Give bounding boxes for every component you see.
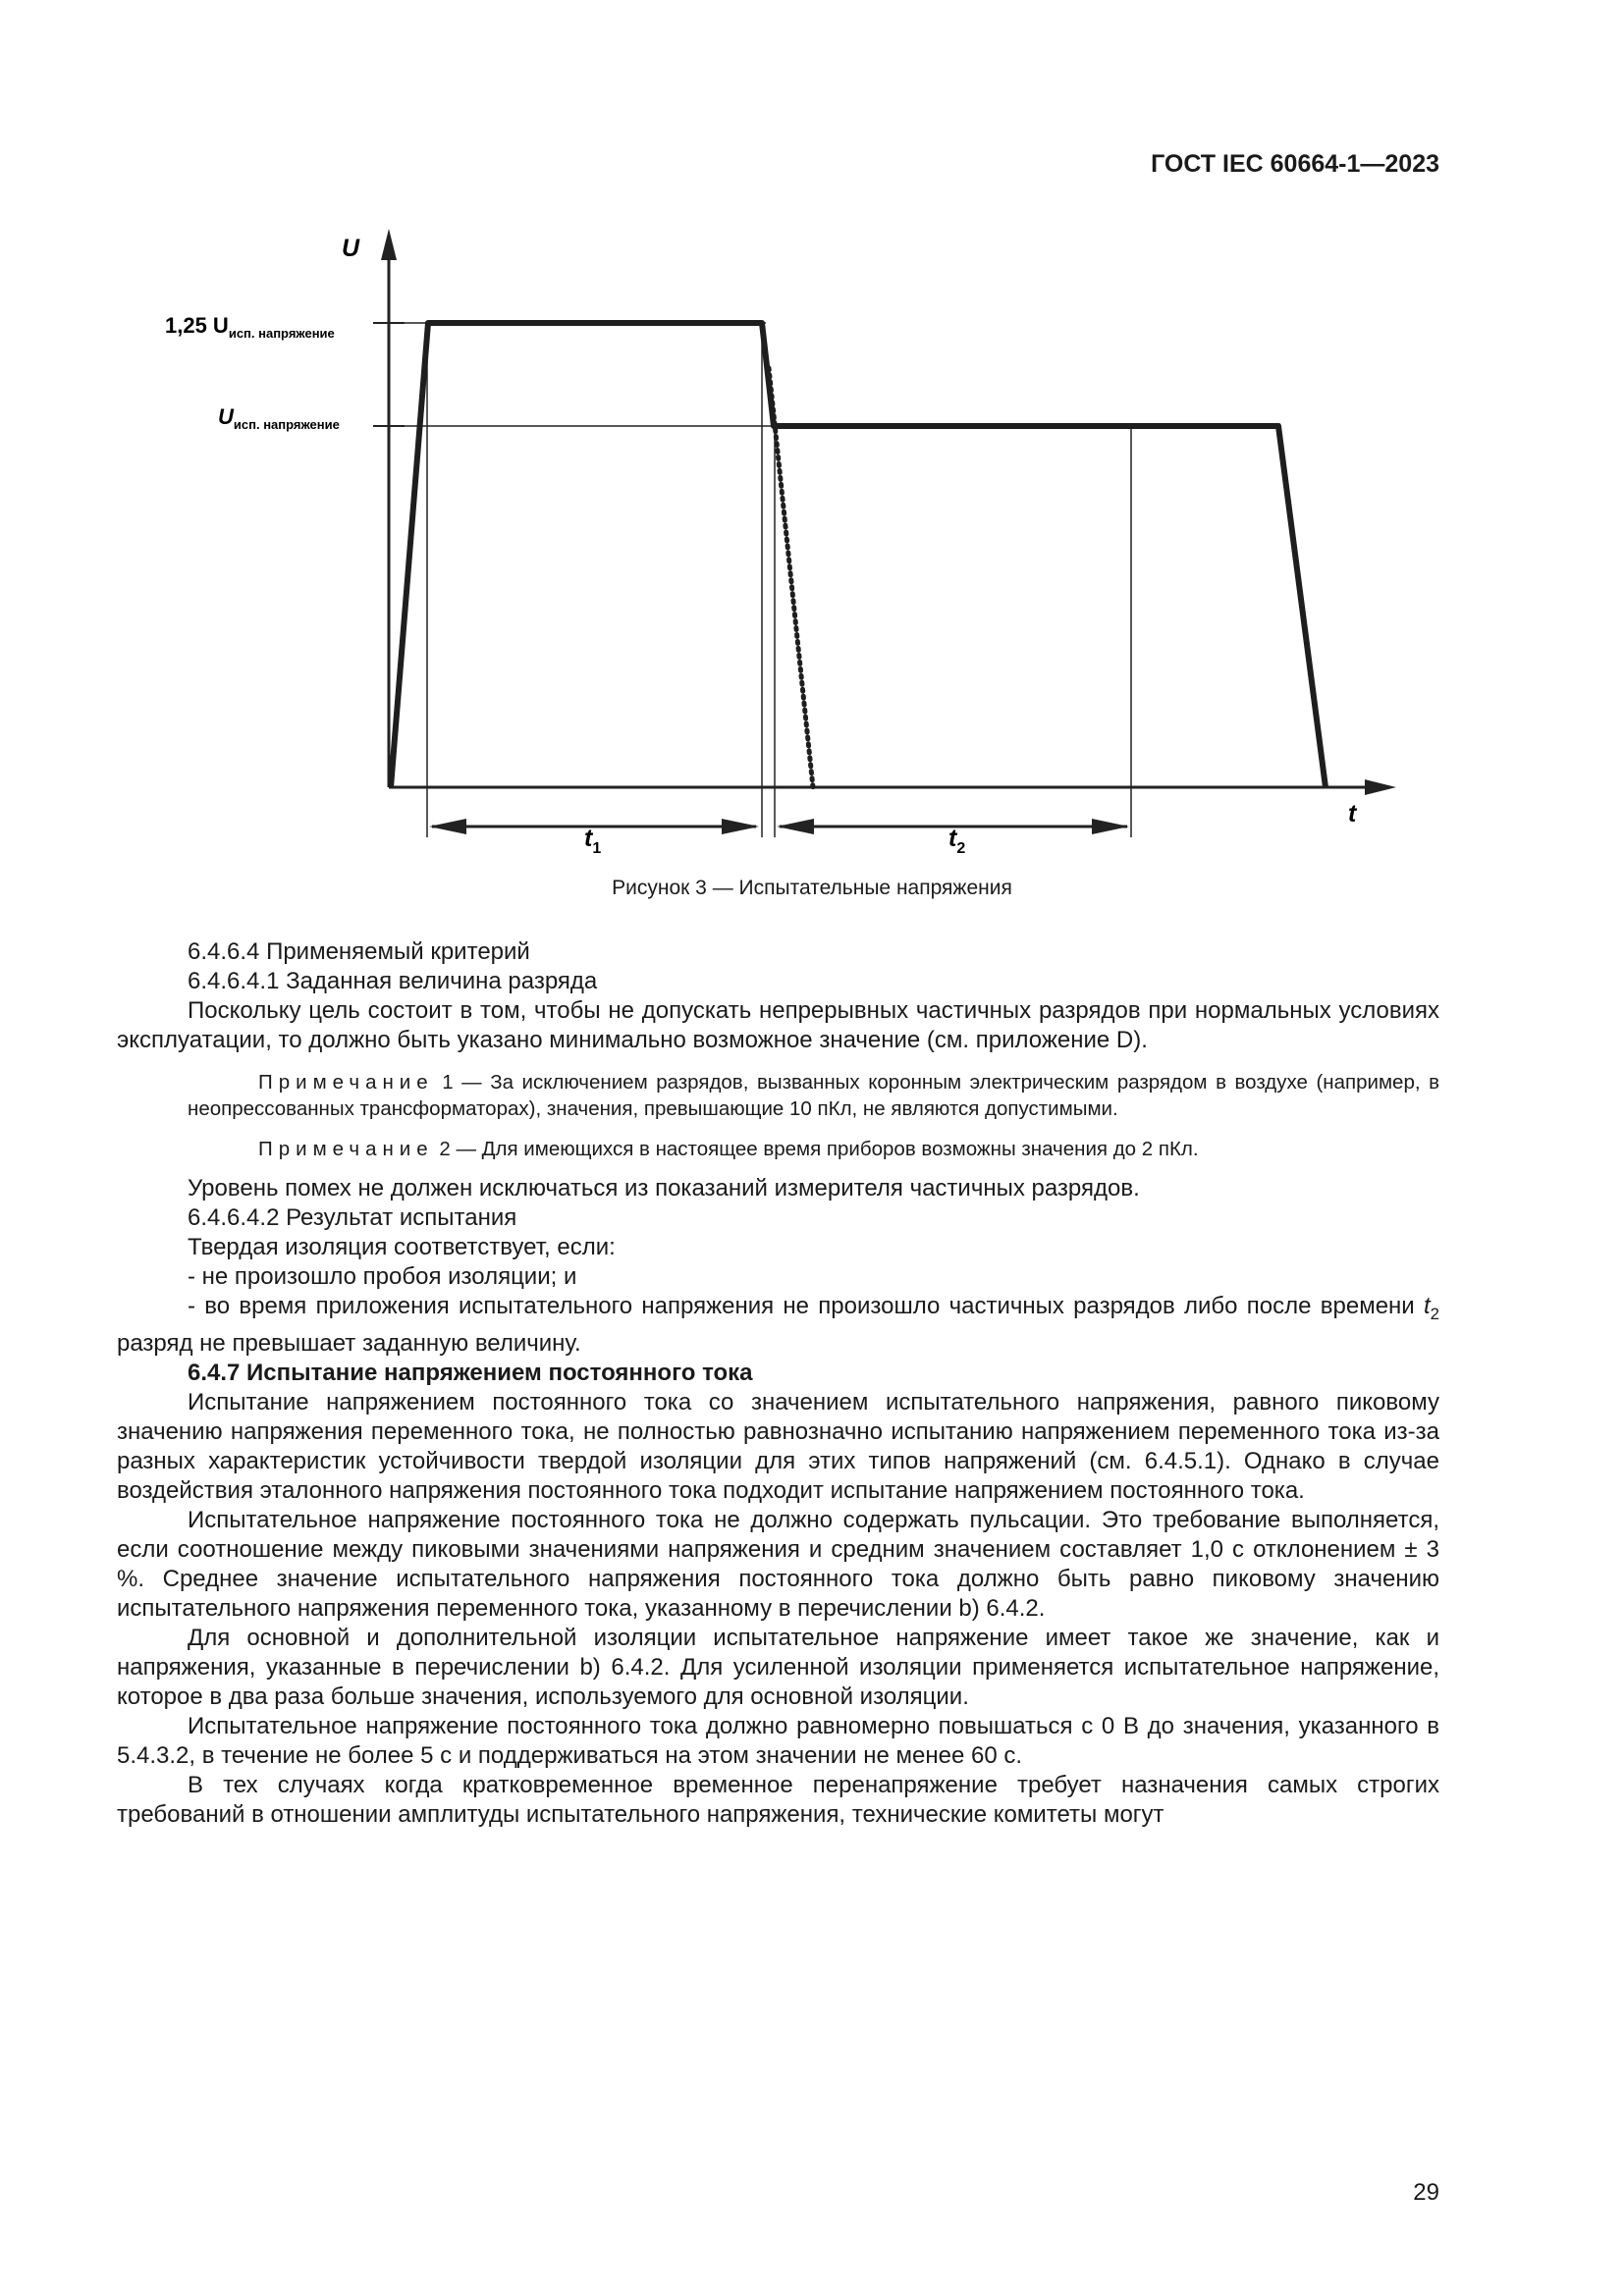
clause-6-4-6-4-2: 6.4.6.4.2 Результат испытания bbox=[188, 1204, 517, 1231]
page-number: 29 bbox=[1413, 2179, 1439, 2206]
figure-test-voltages bbox=[137, 221, 1414, 888]
note-1-text: 1 — За исключением разрядов, вызванных коронным электрическим разрядом в воздухе (например, в неопрессованных трансформаторах), значения, превышающие 10 пКл, не являются допустимыми. bbox=[188, 1071, 1439, 1120]
note-2 bbox=[188, 1136, 1439, 1162]
list-item-text-a: - во время приложения испытательного напряжения не произошло частичных разрядов либо после времени bbox=[188, 1293, 1424, 1319]
paragraph-dc-test-equivalence: Испытание напряжением постоянного тока со значением испытательного напряжения, равного пиковому значению напряжения переменного тока, не полностью равнозначно испытанию напряжением переменного тока из-за разных характеристик устойчивости твердой изоляции для этих типов напряжений (см. 6.4.5.1). Однако в случае воздействия эталонного напряжения постоянного тока подходит испытание напряжением постоянного тока. bbox=[117, 1388, 1439, 1504]
note-1-label: Примечание bbox=[258, 1071, 434, 1094]
clause-6-4-6-4: 6.4.6.4 Применяемый критерий bbox=[188, 938, 530, 965]
t1-arrow-right bbox=[722, 819, 759, 834]
heading-6-4-7: 6.4.7 Испытание напряжением постоянного тока bbox=[188, 1359, 753, 1386]
t2-arrow-right bbox=[1092, 819, 1129, 834]
t2-arrow-left bbox=[777, 819, 814, 834]
note-1 bbox=[188, 1069, 1439, 1122]
voltage-chart bbox=[137, 221, 1414, 888]
note-2-text: 2 — Для имеющихся в настоящее время приборов возможны значения до 2 пКл. bbox=[433, 1138, 1199, 1160]
t2-label: $t_2$ bbox=[948, 825, 966, 857]
note-2-label: Примечание bbox=[258, 1138, 434, 1160]
level-high-label: 1,25 $U_{исп. напряжение}$ bbox=[165, 313, 335, 341]
t2-symbol: t bbox=[1423, 1293, 1431, 1319]
list-item-text-b: разряд не превышает заданную величину. bbox=[117, 1329, 581, 1357]
t1-arrow-left bbox=[429, 819, 466, 834]
paragraph-discharge-value: Поскольку цель состоит в том, чтобы не допускать непрерывных частичных разрядов при нормальных условиях эксплуатации, то должно быть указано минимально возможное значение (см. приложение D). bbox=[117, 997, 1439, 1053]
t1-label: $t_1$ bbox=[584, 825, 602, 857]
paragraph-noise-level: Уровень помех не должен исключаться из показаний измерителя частичных разрядов. bbox=[188, 1175, 1140, 1201]
paragraph-ripple: Испытательное напряжение постоянного тока не должно содержать пульсации. Это требование выполняется, если соотношение между пиковыми значениями напряжения и средним значением составляет 1,0 с отклонением ± 3 %. Среднее значение испытательного напряжения постоянного тока должно быть равно пиковому значению испытательного напряжения переменного тока, указанному в перечислении b) 6.4.2. bbox=[117, 1506, 1439, 1622]
voltage-profile-line bbox=[391, 323, 1326, 787]
clause-6-4-6-4-1: 6.4.6.4.1 Заданная величина разряда bbox=[188, 968, 598, 994]
x-axis-label: t bbox=[1348, 800, 1357, 828]
paragraph-ramp: Испытательное напряжение постоянного тока должно равномерно повышаться с 0 В до значения, указанного в 5.4.3.2, в течение не более 5 с и поддерживаться на этом значении не менее 60 с. bbox=[117, 1712, 1439, 1769]
list-item-no-breakdown: - не произошло пробоя изоляции; и bbox=[188, 1263, 577, 1290]
paragraph-overvoltage: В тех случаях когда кратковременное временное перенапряжение требует назначения самых строгих требований в отношении амплитуды испытательного напряжения, технические комитеты могут bbox=[117, 1771, 1439, 1828]
y-axis-label: U bbox=[342, 235, 360, 262]
list-item-no-partial-discharge bbox=[117, 1292, 1439, 1359]
x-axis-arrow bbox=[1365, 779, 1396, 795]
document-header: ГОСТ IEC 60664-1—2023 bbox=[1151, 150, 1439, 178]
figure-caption: Рисунок 3 — Испытательные напряжения bbox=[612, 877, 1012, 899]
level-low-label: $U_{исп. напряжение}$ bbox=[218, 404, 340, 432]
y-axis-arrow bbox=[381, 229, 397, 260]
t2-subscript: 2 bbox=[1430, 1304, 1439, 1323]
paragraph-solid-insulation: Твердая изоляция соответствует, если: bbox=[188, 1234, 616, 1260]
paragraph-basic-insulation: Для основной и дополнительной изоляции испытательное напряжение имеет такое же значение, как и напряжения, указанные в перечислении b) 6.4.2. Для усиленной изоляции применяется испытательное напряжение, которое в два раза больше значения, используемого для основной изоляции. bbox=[117, 1624, 1439, 1710]
body-text bbox=[117, 937, 1439, 1830]
